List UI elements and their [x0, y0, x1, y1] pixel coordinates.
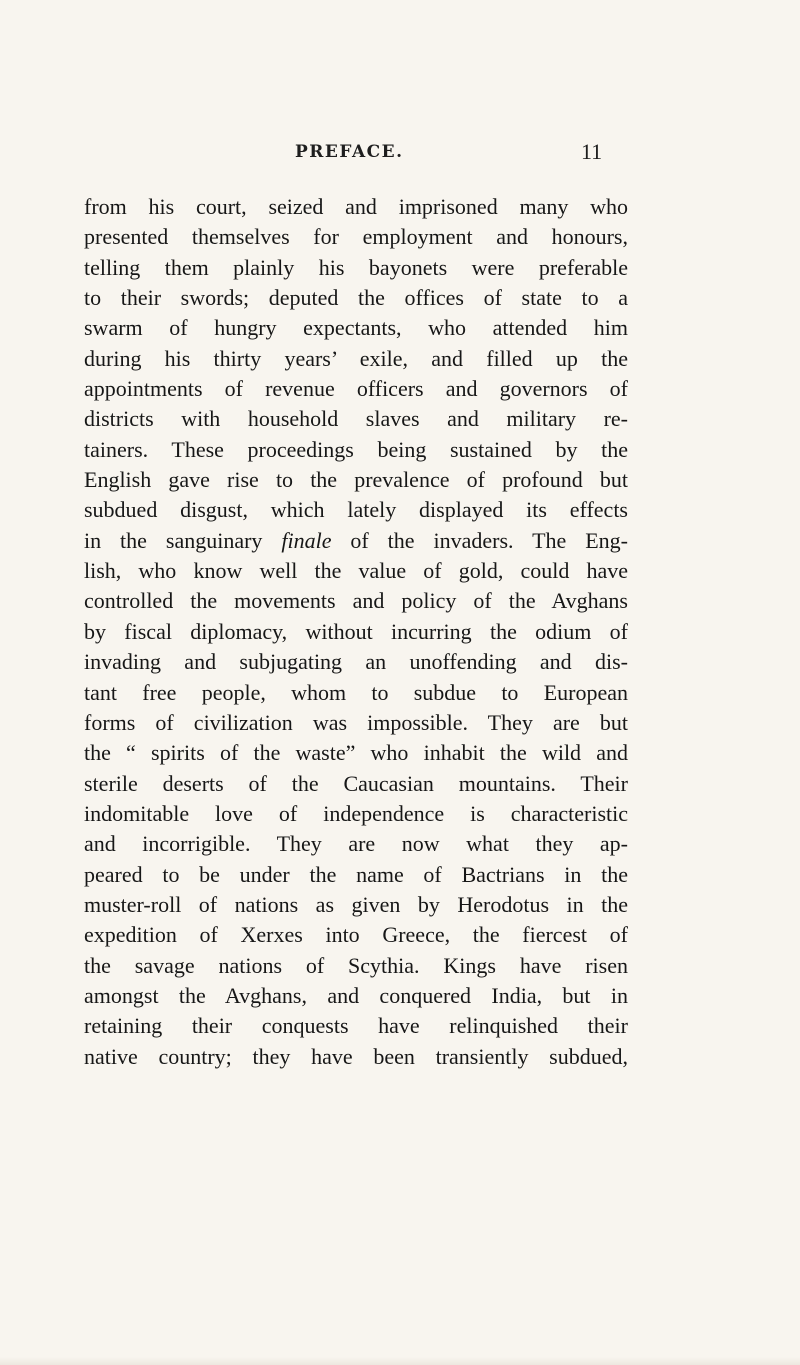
text-line-9: tainers. These proceedings being sustained by the	[84, 436, 628, 462]
body-text	[84, 192, 628, 1072]
text-line-3: telling them plainly his bayonets were preferable	[84, 254, 628, 280]
text-line-24: muster-roll of nations as given by Herodotus in the	[84, 891, 628, 917]
text-line-12-before: in the sanguinary	[84, 527, 282, 553]
text-line-10: English gave rise to the prevalence of profound but	[84, 467, 628, 493]
text-line-12-after: of the invaders. The Eng-	[331, 527, 628, 553]
text-line-20: sterile deserts of the Caucasian mountains. Their	[84, 770, 628, 796]
text-line-12	[84, 526, 628, 556]
text-line-13: lish, who know well the value of gold, could have	[84, 558, 628, 584]
text-line-21: indomitable love of independence is characteristic	[84, 800, 628, 826]
text-line-16: invading and subjugating an unoffending and dis-	[84, 649, 628, 675]
text-line-5: swarm of hungry expectants, who attended him	[84, 315, 628, 341]
italic-term-finale: finale	[281, 527, 332, 553]
text-line-27: amongst the Avghans, and conquered India, but in	[84, 982, 628, 1008]
text-line-18: forms of civilization was impossible. They are but	[84, 709, 628, 735]
page-number: 11	[581, 139, 603, 164]
text-line-15: by fiscal diplomacy, without incurring the odium of	[84, 618, 628, 644]
text-line-7: appointments of revenue officers and governors of	[84, 376, 628, 402]
text-line-25: expedition of Xerxes into Greece, the fiercest of	[84, 922, 628, 948]
text-line-22: and incorrigible. They are now what they ap-	[84, 831, 628, 857]
text-line-19: the “ spirits of the waste” who inhabit the wild and	[84, 740, 628, 766]
text-line-8: districts with household slaves and military re-	[84, 406, 628, 432]
text-line-14: controlled the movements and policy of the Avghans	[84, 588, 628, 614]
text-line-4: to their swords; deputed the offices of state to a	[84, 285, 628, 311]
text-line-17: tant free people, whom to subdue to European	[84, 679, 628, 705]
text-line-26: the savage nations of Scythia. Kings have risen	[84, 952, 628, 978]
text-line-23: peared to be under the name of Bactrians in the	[84, 861, 628, 887]
text-line-1: from his court, seized and imprisoned many who	[84, 194, 628, 219]
text-line-11: subdued disgust, which lately displayed its effects	[84, 497, 628, 523]
text-line-2: presented themselves for employment and honours,	[84, 224, 628, 250]
running-title: PREFACE.	[295, 142, 404, 162]
page-bottom-shadow	[0, 1357, 800, 1365]
text-line-6: during his thirty years’ exile, and filled up the	[84, 345, 628, 371]
text-line-29: native country; they have been transiently subdued,	[84, 1043, 628, 1069]
text-line-28: retaining their conquests have relinquished their	[84, 1013, 628, 1039]
